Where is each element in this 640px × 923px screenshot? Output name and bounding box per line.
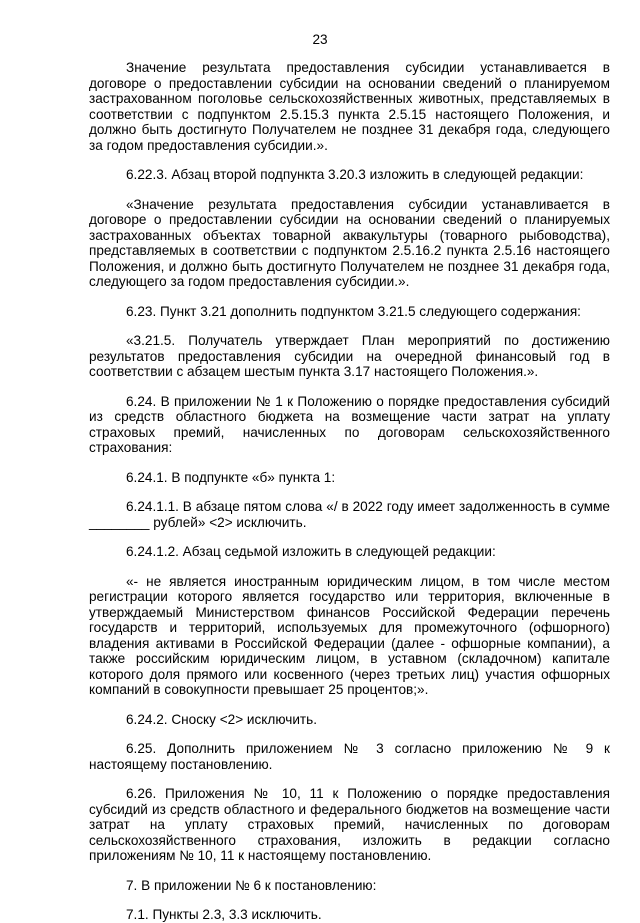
paragraph-result-value-aquaculture: «Значение результата предоставления субсидии устанавливается в договоре о предоставлении субсидии на основании сведений о планируемых застрахованных объектах товарной аквакультуры (товарного рыбоводства), представляемых в соответствии с подпунктом 2.5.16.2 пункта 2.5.16 настоящего Положения, и должно быть достигнуто Получателем не позднее 31 декабря года, следующего за годом предоставления субсидии.». — [89, 196, 610, 289]
paragraph-6-24-1-2: 6.24.1.2. Абзац седьмой изложить в следующей редакции: — [126, 544, 496, 559]
page-number: 23 — [312, 32, 328, 47]
paragraph-6-24-1-1: 6.24.1.1. В абзаце пятом слова «/ в 2022 году имеет задолженность в сумме ________ рублей» <2> исключить. — [89, 499, 610, 530]
paragraph-6-26: 6.26. Приложения № 10, 11 к Положению о порядке предоставления субсидий из средств областного и федерального бюджетов на возмещение части затрат на уплату страховых премий, начисленных по договорам сельскохозяйственного страхования, изложить в редакции согласно приложениям № 10, 11 к настоящему постановлению. — [89, 786, 610, 863]
paragraph-6-23: 6.23. Пункт 3.21 дополнить подпунктом 3.21.5 следующего содержания: — [126, 303, 581, 319]
paragraph-6-22-3: 6.22.3. Абзац второй подпункта 3.20.3 изложить в следующей редакции: — [126, 167, 584, 182]
paragraph-3-21-5: «3.21.5. Получатель утверждает План мероприятий по достижению результатов предоставления субсидии на очередной финансовый год в соответствии с абзацем шестым пункта 3.17 настоящего Положения.». — [89, 333, 610, 379]
paragraph-6-24: 6.24. В приложении № 1 к Положению о порядке предоставления субсидий из средств областного бюджета на возмещение части затрат на уплату страховых премий, начисленных по договорам сельскохозяйственного страхования: — [89, 393, 610, 455]
paragraph-6-24-2: 6.24.2. Сноску <2> исключить. — [126, 711, 317, 727]
paragraph-result-value-livestock: Значение результата предоставления субсидии устанавливается в договоре о предоставлении субсидии на основании сведений о планируемом застрахованном поголовье сельскохозяйственных животных, представляемых в соответствии с подпунктом 2.5.15.3 пункта 2.5.15 настоящего Положения, и должно быть достигнуто Получателем не позднее 31 декабря года, следующего за годом предоставления субсидии.». — [89, 60, 610, 153]
paragraph-7: 7. В приложении № 6 к постановлению: — [126, 877, 377, 893]
document-body — [89, 60, 610, 923]
paragraph-offshore-clause: «- не является иностранным юридическим лицом, в том числе местом регистрации которого является государство или территория, включенные в утверждаемый Министерством финансов Российской Федерации перечень государств и территорий, используемых для промежуточного (офшорного) владения активами в Российской Федерации (далее - офшорные компании), а также российским юридическим лицом, в уставном (складочном) капитале которого доля прямого или косвенного (через третьих лиц) участия офшорных компаний в совокупности превышает 25 процентов;». — [89, 573, 610, 697]
paragraph-6-24-1: 6.24.1. В подпункте «б» пункта 1: — [126, 469, 336, 485]
paragraph-7-1: 7.1. Пункты 2.3, 3.3 исключить. — [126, 907, 322, 922]
paragraph-6-25: 6.25. Дополнить приложением № 3 согласно приложению № 9 к настоящему постановлению. — [89, 741, 610, 772]
